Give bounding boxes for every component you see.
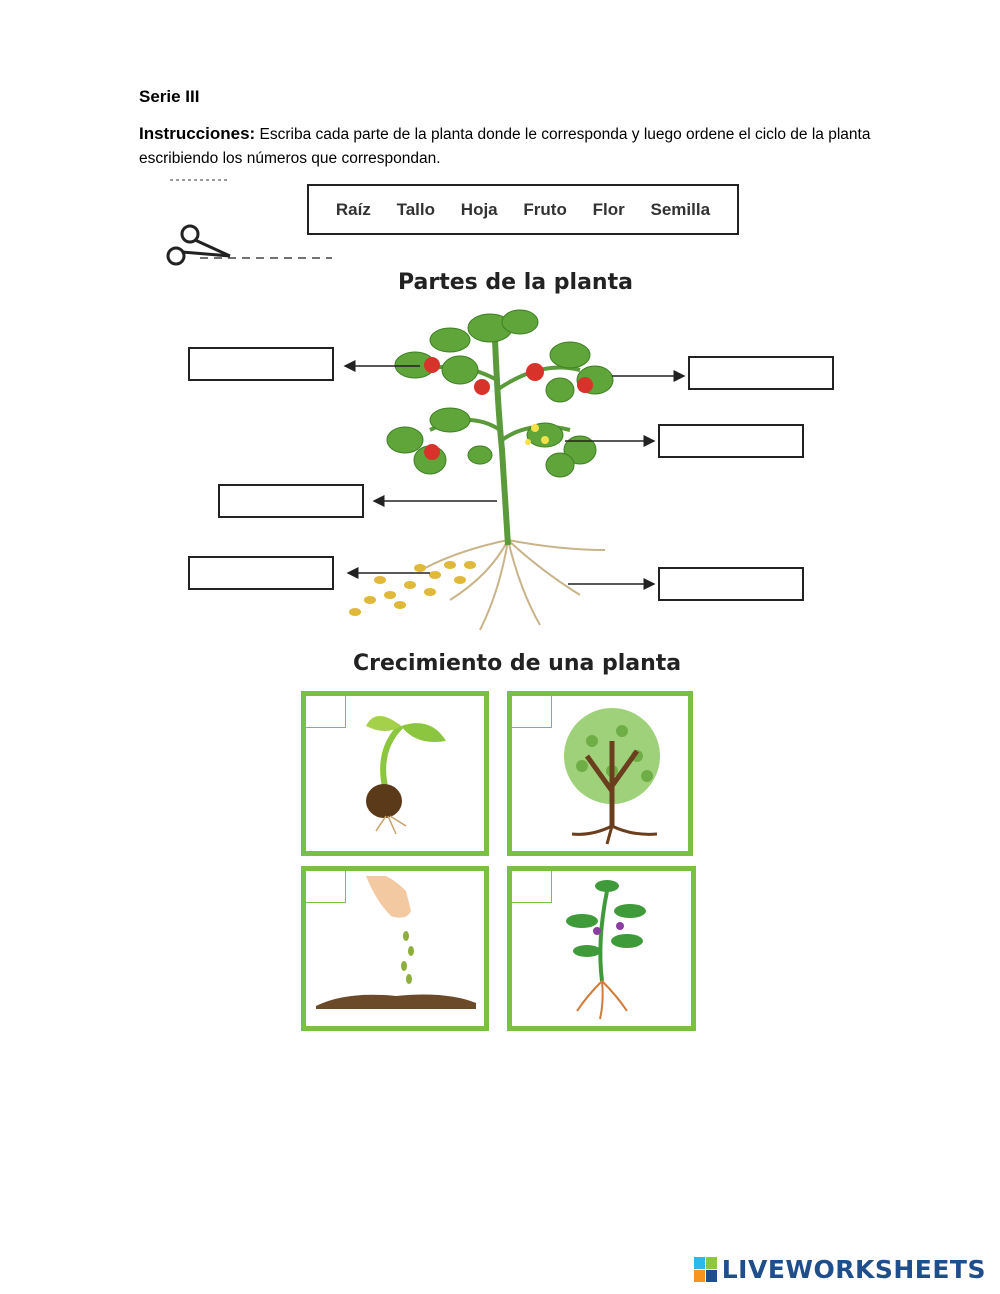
answer-field-semilla[interactable] xyxy=(188,556,334,590)
word-semilla[interactable]: Semilla xyxy=(650,199,711,219)
growth-panel-sowing xyxy=(301,866,489,1031)
answer-field-hoja[interactable] xyxy=(688,356,834,390)
growth-panel-young-plant xyxy=(507,866,696,1031)
brand-name: LIVEWORKSHEETS xyxy=(721,1255,986,1284)
growth-panel-sprout xyxy=(301,691,489,856)
word-raiz[interactable]: Raíz xyxy=(335,199,371,219)
word-flor[interactable]: Flor xyxy=(592,199,625,219)
parts-heading: Partes de la planta xyxy=(398,270,633,295)
growth-heading: Crecimiento de una planta xyxy=(353,651,682,676)
section-title: Serie III xyxy=(139,87,200,106)
answer-field-fruto[interactable] xyxy=(188,347,334,381)
word-fruto[interactable]: Fruto xyxy=(523,199,567,219)
answer-field-flor[interactable] xyxy=(658,424,804,458)
order-number-field[interactable] xyxy=(512,696,552,728)
answer-field-tallo[interactable] xyxy=(218,484,364,518)
growth-panel-tree xyxy=(507,691,693,856)
word-hoja[interactable]: Hoja xyxy=(460,199,498,219)
instructions-label: Instrucciones: xyxy=(139,124,256,143)
order-number-field[interactable] xyxy=(306,871,346,903)
instructions-text: Escriba cada parte de la planta donde le corresponda y luego ordene el ciclo de la planta escribiendo los números que correspondan. xyxy=(139,126,871,167)
liveworksheets-logo-icon xyxy=(694,1257,718,1283)
answer-field-raiz[interactable] xyxy=(658,567,804,601)
liveworksheets-logo xyxy=(694,1255,986,1284)
word-tallo[interactable]: Tallo xyxy=(396,199,436,219)
order-number-field[interactable] xyxy=(306,696,346,728)
order-number-field[interactable] xyxy=(512,871,552,903)
